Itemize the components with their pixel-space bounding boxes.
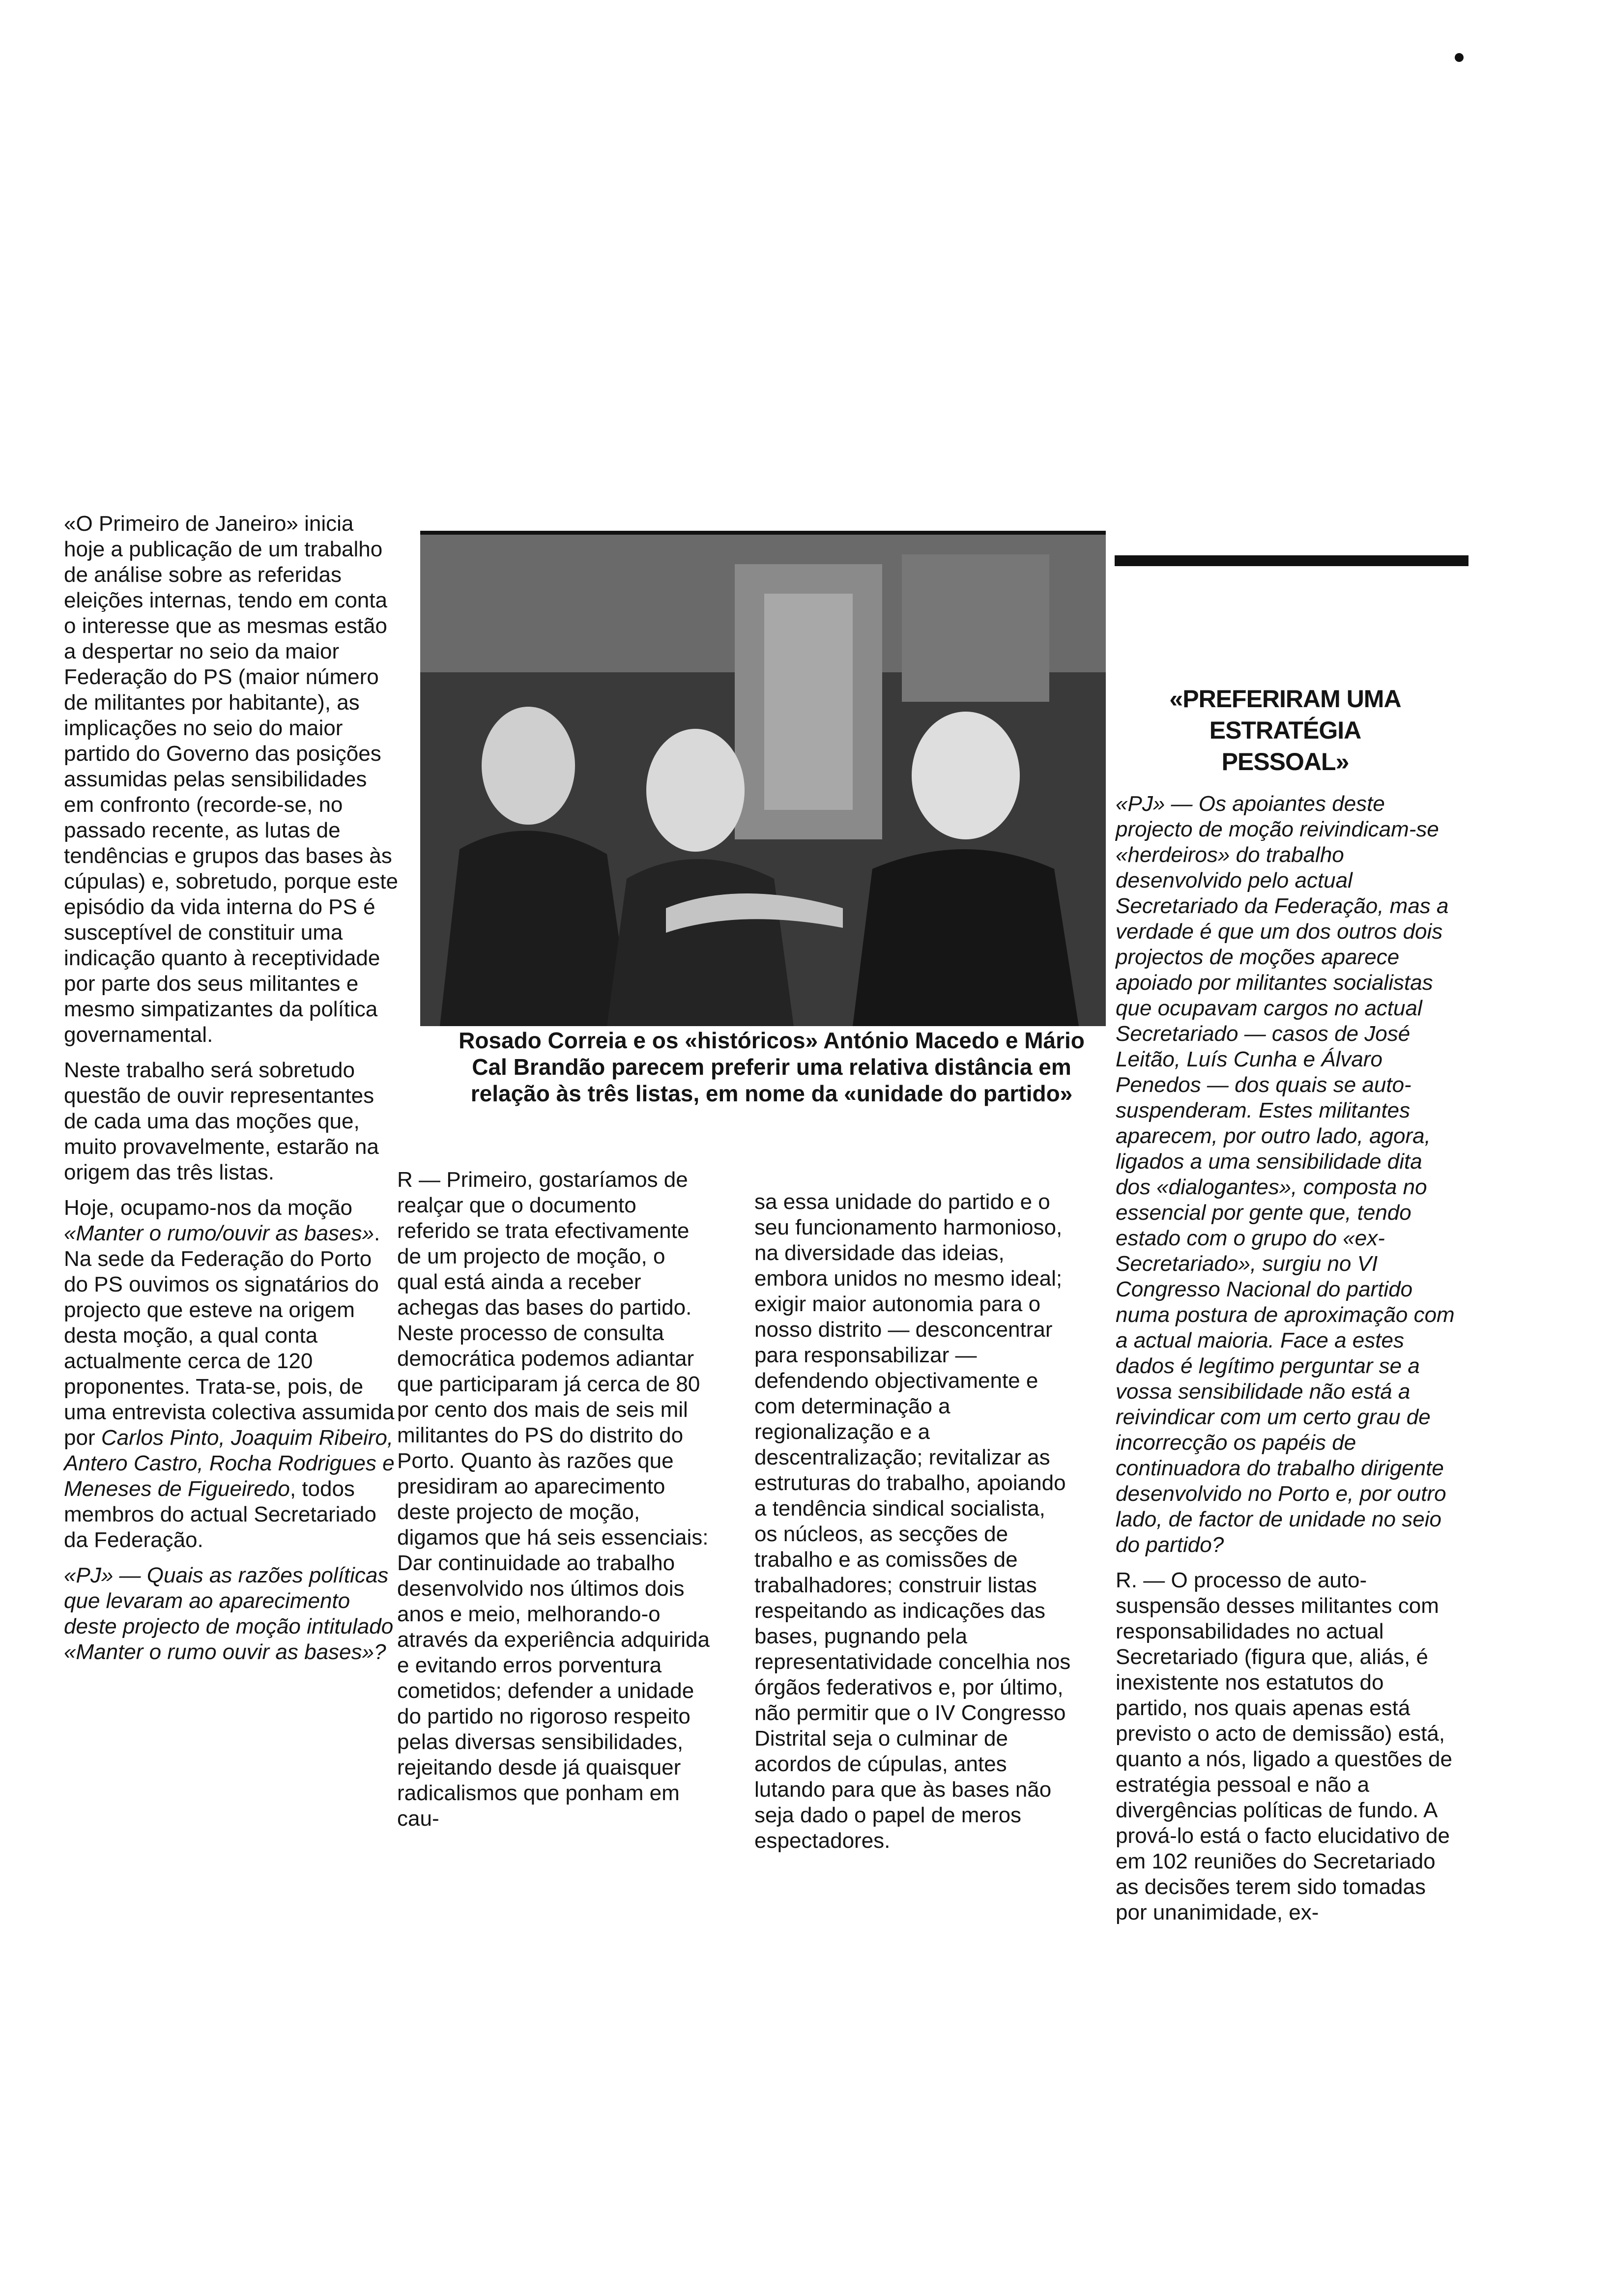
headline-line-1: «PREFERIRAM UMA ESTRATÉGIA (1169, 685, 1401, 744)
intro-paragraph-1: «O Primeiro de Janeiro» inicia hoje a publicação de um trabalho de análise sobre as referidas eleições internas, tendo em conta o interesse que as mesmas estão a despertar no seio da maior Federação do PS (maior número de militantes por habitante), as implicações no seio do maior partido do Governo das posições assumidas pelas sensibilidades em confronto (recorde-se, no passado recente, as lutas de tendências e grupos das bases às cúpulas) e, sobretudo, porque este episódio da vida interna do PS é susceptível de constituir uma indicação quanto à receptividade por parte dos seus militantes e mesmo simpatizantes da política governamental. (64, 512, 399, 1047)
headline-line-2: PESSOAL» (1221, 748, 1349, 775)
photo-image (420, 535, 1106, 1026)
question-1: «PJ» — Quais as razões políticas que levaram ao aparecimento deste projecto de moção intitulado «Manter o rumo ouvir as bases»? (64, 1563, 394, 1664)
answer-1-part-1: R — Primeiro, gostaríamos de realçar que o documento referido se trata efectivamente de um projecto de moção, o qual está ainda a receber achegas das bases do partido. Neste processo de consulta democrática podemos adiantar que participaram já cerca de 80 por cento dos mais de seis mil militantes do PS do distrito do Porto. Quanto às razões que presidiram ao aparecimento deste projecto de moção, digamos que há seis essenciais: Dar continuidade ao trabalho desenvolvido nos últimos dois anos e meio, melhorando-o através da experiência adquirida e evitando erros porventura cometidos; defender a unidade do partido no rigoroso respeito pelas diversas sensibilidades, rejeitando desde já quaisquer radicalismos que ponham em cau- (397, 1168, 710, 1831)
article-column-4 (1116, 683, 1455, 1935)
answer-2: R. — O processo de auto-suspensão desses militantes com responsabilidades no actual Secretariado (figura que, aliás, é inexistente nos estatutos do partido, nos quais apenas está previsto o acto de demissão) está, quanto a nós, ligado a questões de estratégia pessoal e não a divergências políticas de fundo. A prová-lo está o facto elucidativo de em 102 reuniões do Secretariado as decisões terem sido tomadas por unanimidade, ex- (1116, 1568, 1452, 1924)
answer-1-part-2: sa essa unidade do partido e o seu funcionamento harmonioso, na diversidade das ideias, embora unidos no mesmo ideal; exigir maior autonomia para o nosso distrito — desconcentrar para responsabilizar — defendendo objectivamente e com determinação a regionalização e a descentralização; revitalizar as estruturas do trabalho, apoiando a tendência sindical socialista, os núcleos, as secções de trabalho e as comissões de trabalhadores; construir listas respeitando as indicações das bases, pugnando pela representatividade concelhia nos órgãos federativos e, por último, não permitir que o IV Congresso Distrital seja o culminar de acordos de cúpulas, antes lutando para que às bases não seja dado o papel de meros espectadores. (754, 1190, 1071, 1853)
section-headline (1116, 683, 1455, 777)
intro-paragraph-3 (64, 1195, 398, 1553)
news-photo (420, 531, 1106, 1026)
motion-title: «Manter o rumo/ouvir as bases» (64, 1221, 374, 1245)
intro-column (64, 511, 398, 1675)
photo-caption: Rosado Correia e os «históricos» António Macedo e Mário Cal Brandão parecem preferir uma relativa distância em relação às três listas, em nome da «unidade do partido» (459, 1028, 1085, 1106)
article-column-3 (754, 1189, 1074, 1864)
interviewee-names: Carlos Pinto, Joaquim Ribeiro, Antero Castro, Rocha Rodrigues e Meneses de Figueiredo (64, 1426, 395, 1501)
article-column-2 (397, 1167, 712, 1841)
section-rule (1115, 555, 1468, 566)
intro-p3-c: , todos membros do actual Secretariado da Federação. (64, 1477, 376, 1552)
question-2: «PJ» — Os apoiantes deste projecto de moção reivindicam-se «herdeiros» do trabalho desenvolvido pelo actual Secretariado da Federação, mas a verdade é que um dos outros dois projectos de moções aparece apoiado por militantes socialistas que ocupavam cargos no actual Secretariado — casos de José Leitão, Luís Cunha e Álvaro Penedos — dos quais se auto-suspenderam. Estes militantes aparecem, por outro lado, agora, ligados a uma sensibilidade dita dos «dialogantes», composta no essencial por gente que, tendo estado com o grupo do «ex-Secretariado», surgiu no VI Congresso Nacional do partido numa postura de aproximação com a actual maioria. Face a estes dados é legítimo perguntar se a vossa sensibilidade não está a reivindicar com um certo grau de incorrecção os papéis de continuadora do trabalho dirigente desenvolvido no Porto e, por outro lado, de factor de unidade no seio do partido? (1116, 792, 1455, 1557)
intro-p3-a: Hoje, ocupamo-nos da moção (64, 1196, 352, 1220)
intro-paragraph-2: Neste trabalho será sobretudo questão de ouvir representantes de cada uma das moções que, muito provavelmente, estarão na origem das três listas. (64, 1058, 379, 1184)
page-mark (1455, 53, 1464, 62)
intro-p3-b: . Na sede da Federação do Porto do PS ouvimos os signatários do projecto que esteve na origem desta moção, a qual conta actualmente cerca de 120 proponentes. Trata-se, pois, de uma entrevista colectiva assumida por (64, 1221, 395, 1450)
